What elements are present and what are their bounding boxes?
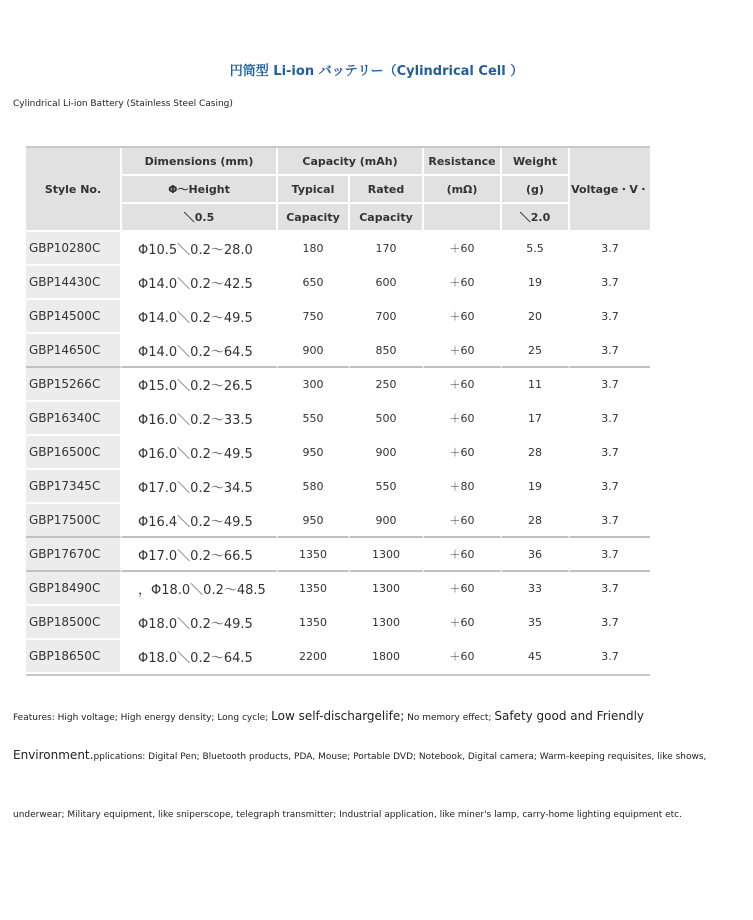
cell-typical-capacity: 2200 bbox=[278, 640, 350, 674]
cell-typical-capacity: 750 bbox=[278, 300, 350, 334]
cell-style-no: GBP17345C bbox=[26, 470, 122, 504]
cell-voltage: 3.7 bbox=[570, 300, 650, 334]
cell-rated-capacity: 600 bbox=[350, 266, 424, 300]
cell-weight: 19 bbox=[502, 266, 570, 300]
cell-weight: 35 bbox=[502, 606, 570, 640]
table-row bbox=[26, 232, 650, 266]
table-row bbox=[26, 334, 650, 368]
cell-typical-capacity: 550 bbox=[278, 402, 350, 436]
cell-weight: 25 bbox=[502, 334, 570, 368]
cell-rated-capacity: 550 bbox=[350, 470, 424, 504]
cell-rated-capacity: 250 bbox=[350, 368, 424, 402]
cell-voltage: 3.7 bbox=[570, 402, 650, 436]
cell-style-no: GBP10280C bbox=[26, 232, 122, 266]
table-row bbox=[26, 470, 650, 504]
table-row bbox=[26, 504, 650, 538]
cell-typical-capacity: 180 bbox=[278, 232, 350, 266]
cell-style-no: GBP14650C bbox=[26, 334, 122, 368]
cell-resistance: ＋60 bbox=[424, 232, 502, 266]
cell-style-no: GBP16340C bbox=[26, 402, 122, 436]
cell-typical-capacity: 950 bbox=[278, 504, 350, 538]
table-row bbox=[26, 368, 650, 402]
cell-voltage: 3.7 bbox=[570, 606, 650, 640]
cell-rated-capacity: 1300 bbox=[350, 538, 424, 572]
header-weight-unit: (g) bbox=[502, 176, 570, 204]
table-row bbox=[26, 606, 650, 640]
applications-continued: underwear; Military equipment, like sniperscope, telegraph transmitter; Industrial application, like miner's lamp, carry-home lighting equipment etc. bbox=[13, 810, 682, 820]
cell-rated-capacity: 700 bbox=[350, 300, 424, 334]
cell-style-no: GBP17500C bbox=[26, 504, 122, 538]
cell-resistance: ＋60 bbox=[424, 538, 502, 572]
cell-weight: 28 bbox=[502, 504, 570, 538]
header-res-unit: (mΩ) bbox=[424, 176, 502, 204]
cell-weight: 28 bbox=[502, 436, 570, 470]
header-dims-tolerance: ＼0.5 bbox=[122, 204, 278, 232]
cell-weight: 20 bbox=[502, 300, 570, 334]
header-weight: Weight bbox=[502, 148, 570, 176]
cell-style-no: GBP15266C bbox=[26, 368, 122, 402]
cell-voltage: 3.7 bbox=[570, 266, 650, 300]
cell-voltage: 3.7 bbox=[570, 504, 650, 538]
cell-style-no: GBP16500C bbox=[26, 436, 122, 470]
header-weight-tolerance: ＼2.0 bbox=[502, 204, 570, 232]
cell-rated-capacity: 1300 bbox=[350, 606, 424, 640]
applications-list: pplications: Digital Pen; Bluetooth products, PDA, Mouse; Portable DVD; Notebook, Digital camera; Warm-keeping requisites, like shows, bbox=[93, 752, 707, 762]
header-resistance: Resistance bbox=[424, 148, 502, 176]
cell-rated-capacity: 900 bbox=[350, 504, 424, 538]
table-row bbox=[26, 640, 650, 674]
header-typical: Typical bbox=[278, 176, 350, 204]
cell-rated-capacity: 850 bbox=[350, 334, 424, 368]
cell-style-no: GBP18490C bbox=[26, 572, 122, 606]
battery-spec-table bbox=[26, 146, 650, 676]
cell-typical-capacity: 300 bbox=[278, 368, 350, 402]
cell-voltage: 3.7 bbox=[570, 572, 650, 606]
header-typical-capacity: Capacity bbox=[278, 204, 350, 232]
cell-typical-capacity: 1350 bbox=[278, 538, 350, 572]
cell-typical-capacity: 1350 bbox=[278, 606, 350, 640]
cell-weight: 33 bbox=[502, 572, 570, 606]
header-dimensions: Dimensions (mm) bbox=[122, 148, 278, 176]
cell-resistance: ＋60 bbox=[424, 368, 502, 402]
cell-typical-capacity: 950 bbox=[278, 436, 350, 470]
table-row bbox=[26, 266, 650, 300]
cell-style-no: GBP17670C bbox=[26, 538, 122, 572]
applications-text bbox=[13, 748, 748, 762]
header-voltage: Voltage・V・ bbox=[570, 148, 650, 232]
cell-resistance: ＋80 bbox=[424, 470, 502, 504]
cell-rated-capacity: 500 bbox=[350, 402, 424, 436]
cell-weight: 11 bbox=[502, 368, 570, 402]
features-text bbox=[13, 708, 743, 726]
cell-resistance: ＋60 bbox=[424, 436, 502, 470]
cell-resistance: ＋60 bbox=[424, 266, 502, 300]
cell-dimensions: Φ16.0＼0.2～33.5 bbox=[122, 402, 278, 436]
features-part-2: Low self-dischargelife; bbox=[271, 709, 405, 723]
environment-word: Environment. bbox=[13, 748, 94, 762]
cell-voltage: 3.7 bbox=[570, 334, 650, 368]
cell-weight: 45 bbox=[502, 640, 570, 674]
cell-dimensions: Φ14.0＼0.2～49.5 bbox=[122, 300, 278, 334]
cell-resistance: ＋60 bbox=[424, 606, 502, 640]
cell-dimensions: Φ17.0＼0.2～66.5 bbox=[122, 538, 278, 572]
cell-resistance: ＋60 bbox=[424, 334, 502, 368]
cell-dimensions: Φ14.0＼0.2～42.5 bbox=[122, 266, 278, 300]
cell-dimensions: Φ17.0＼0.2～34.5 bbox=[122, 470, 278, 504]
cell-dimensions: Φ18.0＼0.2～64.5 bbox=[122, 640, 278, 674]
cell-typical-capacity: 650 bbox=[278, 266, 350, 300]
features-part-4: Safety good and Friendly bbox=[494, 709, 645, 723]
cell-typical-capacity: 900 bbox=[278, 334, 350, 368]
cell-style-no: GBP14430C bbox=[26, 266, 122, 300]
cell-resistance: ＋60 bbox=[424, 572, 502, 606]
cell-style-no: GBP14500C bbox=[26, 300, 122, 334]
header-style-no: Style No. bbox=[26, 148, 122, 232]
header-rated: Rated bbox=[350, 176, 424, 204]
cell-resistance: ＋60 bbox=[424, 504, 502, 538]
page-title: 円筒型 Li-ion バッテリー（Cylindrical Cell ） bbox=[229, 64, 524, 79]
cell-rated-capacity: 1300 bbox=[350, 572, 424, 606]
header-rated-capacity: Capacity bbox=[350, 204, 424, 232]
cell-voltage: 3.7 bbox=[570, 470, 650, 504]
table-row bbox=[26, 436, 650, 470]
cell-dimensions: ，Φ18.0＼0.2～48.5 bbox=[122, 572, 278, 606]
cell-weight: 19 bbox=[502, 470, 570, 504]
header-dims-sub: Φ～Height bbox=[122, 176, 278, 204]
page-subtitle: Cylindrical Li-ion Battery (Stainless Steel Casing) bbox=[13, 99, 233, 109]
cell-rated-capacity: 1800 bbox=[350, 640, 424, 674]
cell-typical-capacity: 580 bbox=[278, 470, 350, 504]
cell-dimensions: Φ14.0＼0.2～64.5 bbox=[122, 334, 278, 368]
cell-resistance: ＋60 bbox=[424, 402, 502, 436]
cell-weight: 17 bbox=[502, 402, 570, 436]
cell-dimensions: Φ15.0＼0.2～26.5 bbox=[122, 368, 278, 402]
cell-dimensions: Φ16.0＼0.2～49.5 bbox=[122, 436, 278, 470]
cell-dimensions: Φ16.4＼0.2～49.5 bbox=[122, 504, 278, 538]
table-row bbox=[26, 300, 650, 334]
cell-voltage: 3.7 bbox=[570, 368, 650, 402]
features-part-1: Features: High voltage; High energy density; Long cycle; bbox=[13, 713, 269, 723]
cell-style-no: GBP18500C bbox=[26, 606, 122, 640]
cell-typical-capacity: 1350 bbox=[278, 572, 350, 606]
cell-resistance: ＋60 bbox=[424, 300, 502, 334]
cell-voltage: 3.7 bbox=[570, 640, 650, 674]
cell-weight: 36 bbox=[502, 538, 570, 572]
cell-voltage: 3.7 bbox=[570, 436, 650, 470]
cell-voltage: 3.7 bbox=[570, 538, 650, 572]
table-row bbox=[26, 402, 650, 436]
table-row bbox=[26, 572, 650, 606]
cell-resistance: ＋60 bbox=[424, 640, 502, 674]
header-res-blank bbox=[424, 204, 502, 232]
cell-style-no: GBP18650C bbox=[26, 640, 122, 674]
cell-rated-capacity: 170 bbox=[350, 232, 424, 266]
table-row bbox=[26, 538, 650, 572]
header-capacity: Capacity (mAh) bbox=[278, 148, 424, 176]
features-part-3: No memory effect; bbox=[407, 713, 492, 723]
cell-voltage: 3.7 bbox=[570, 232, 650, 266]
cell-weight: 5.5 bbox=[502, 232, 570, 266]
cell-dimensions: Φ18.0＼0.2～49.5 bbox=[122, 606, 278, 640]
cell-dimensions: Φ10.5＼0.2～28.0 bbox=[122, 232, 278, 266]
cell-rated-capacity: 900 bbox=[350, 436, 424, 470]
